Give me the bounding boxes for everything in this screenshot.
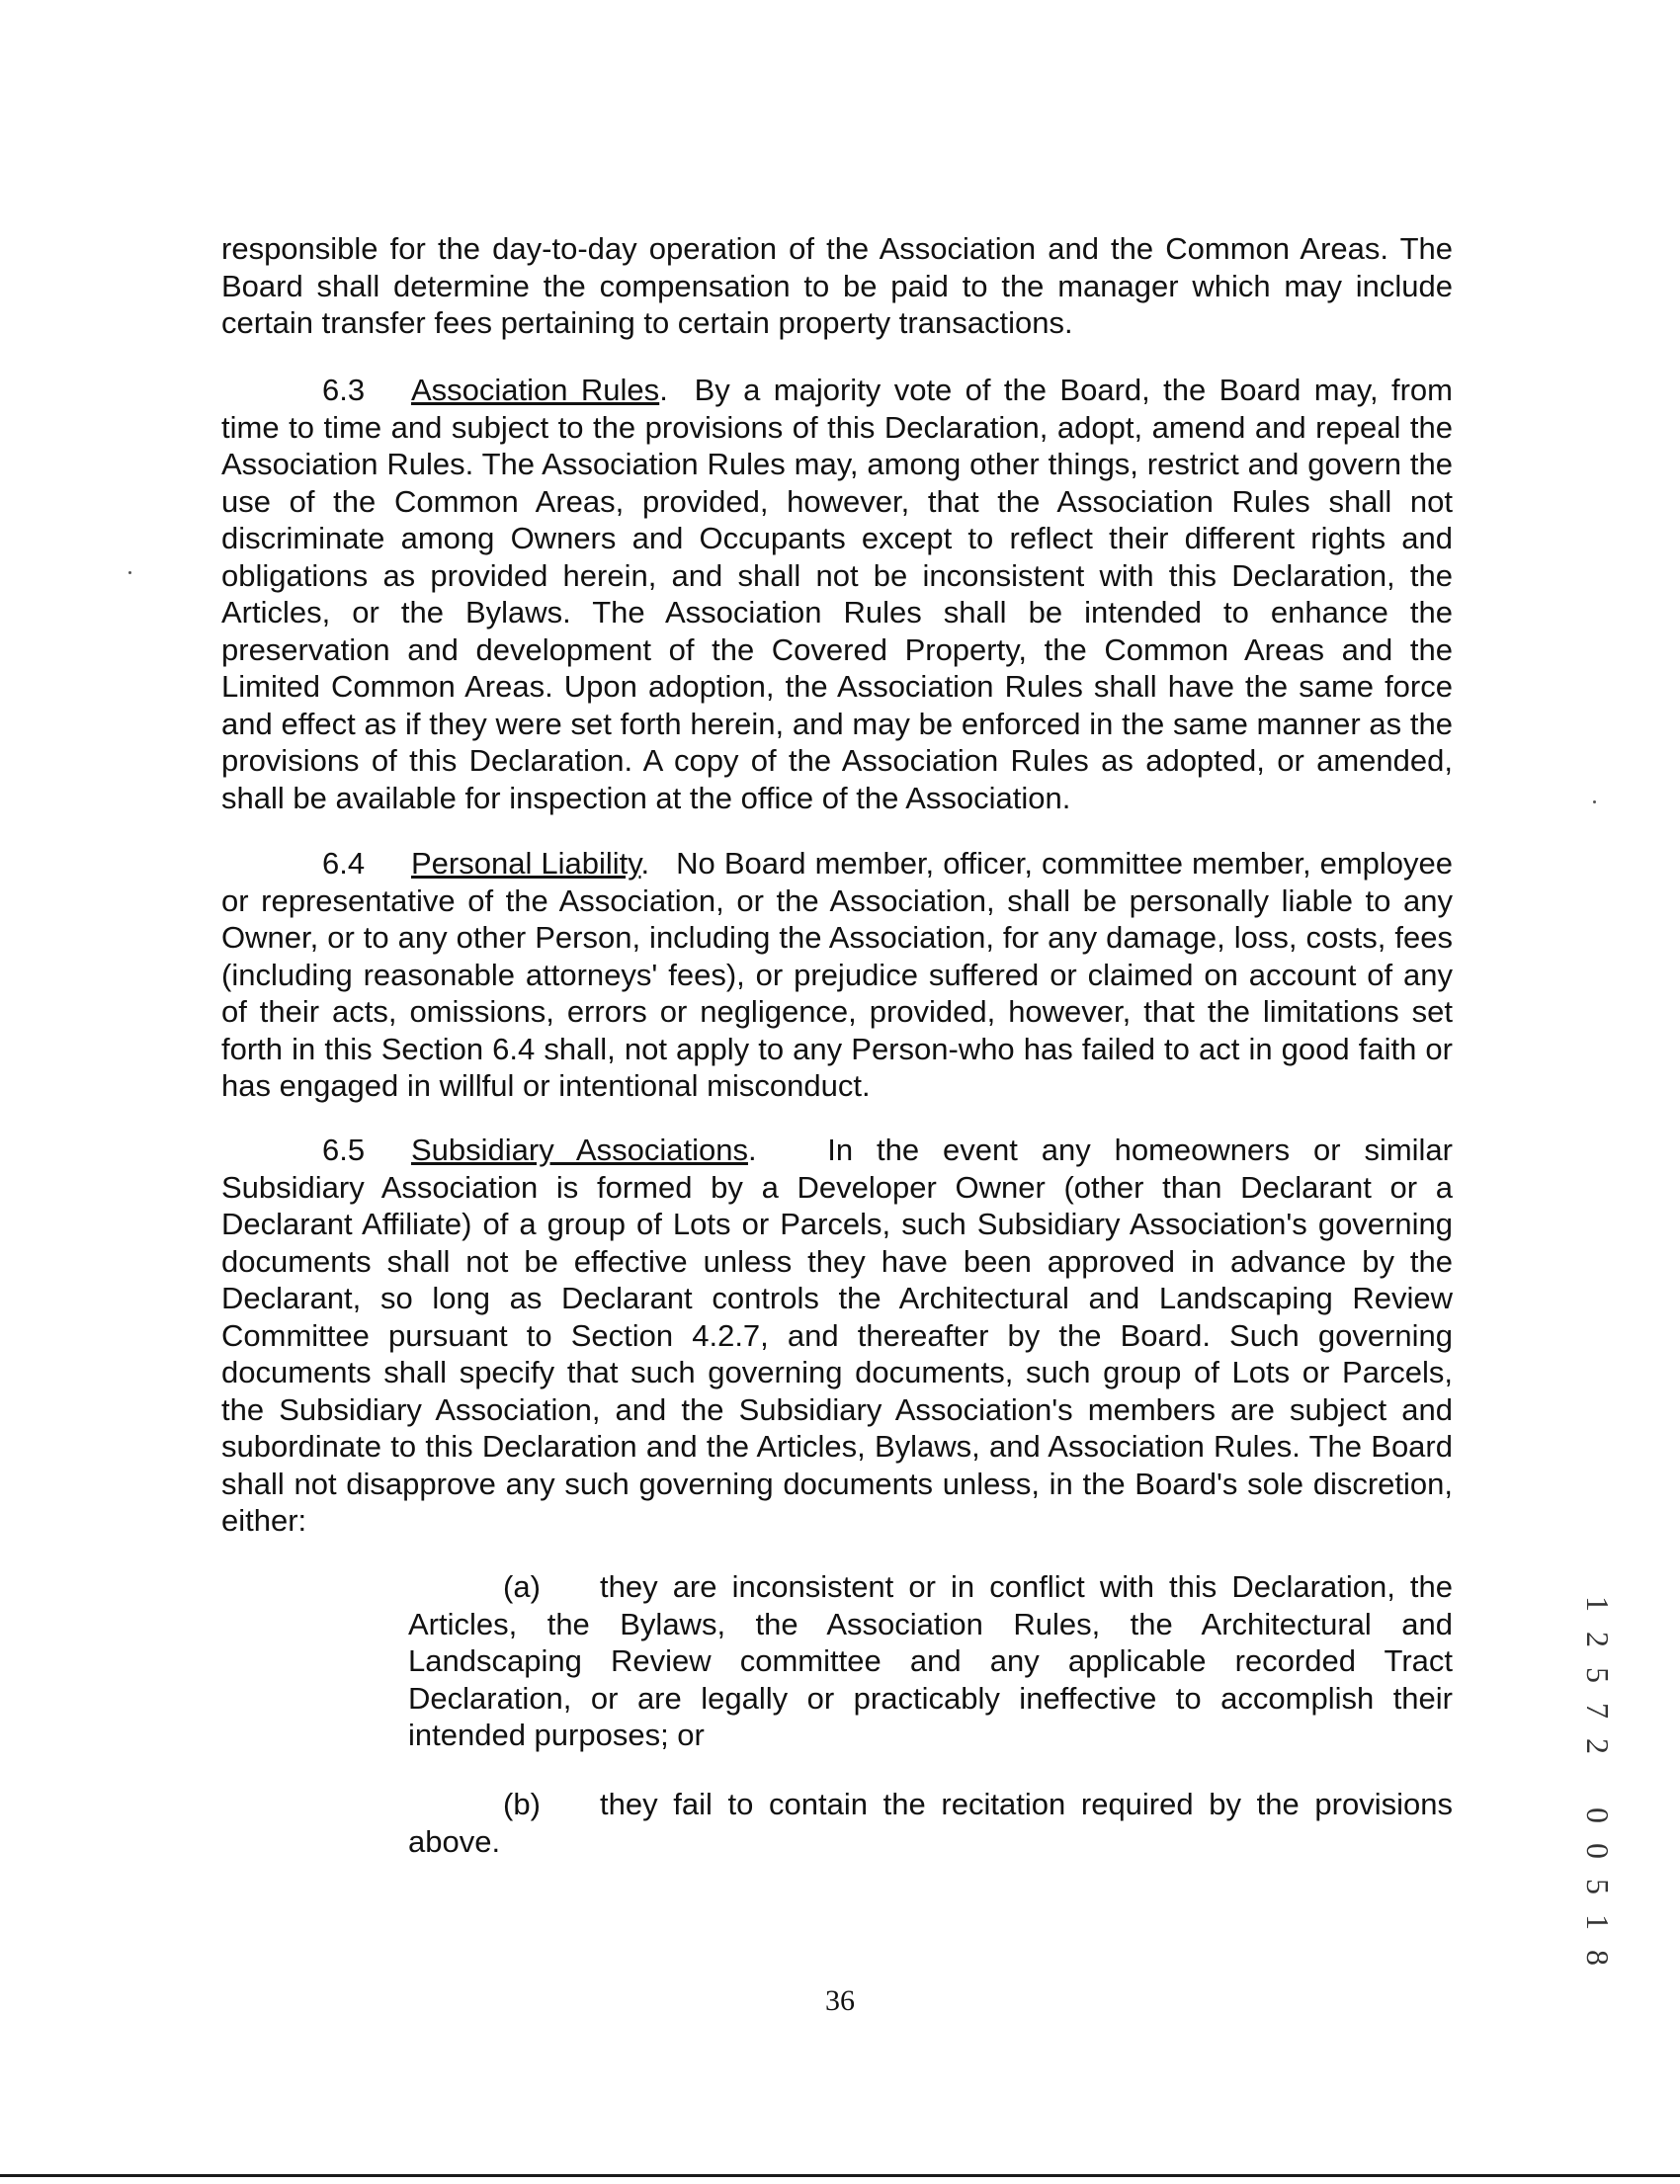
stamp-digit: 8 bbox=[1580, 1950, 1616, 1966]
subitem-text: they are inconsistent or in conflict with this Declaration, the Articles, the Bylaws, the Association Rules, the Architectural and Landscaping Review committee and any applicable recorded Tract Declaration, or are legally or practicably ineffective to accomplish their intended purposes; or bbox=[408, 1569, 1453, 1752]
subitem-label: (a) bbox=[503, 1569, 541, 1604]
stamp-digit: 7 bbox=[1580, 1703, 1616, 1719]
stamp-gap bbox=[1581, 1764, 1615, 1798]
stamp-digit: 1 bbox=[1580, 1596, 1616, 1612]
section-6-5: 6.5 Subsidiary Associations. In the event any homeowners or similar Subsidiary Association is formed by a Developer Owner (other than Declarant or a Declarant Affiliate) of a group of Lots or Parcels, such Subsidiary Association's governing documents shall not be effective unless they have been approved in advance by the Declarant, so long as Declarant controls the Architectural and Landscaping Review Committee pursuant to Section 4.2.7, and thereafter by the Board. Such governing documents shall specify that such governing documents, such group of Lots or Parcels, the Subsidiary Association, and the Subsidiary Association's members are subject and subordinate to this Declaration and the Articles, Bylaws, and Association Rules. The Board shall not disapprove any such governing documents unless, in the Board's sole discretion, either: bbox=[221, 1133, 1453, 1538]
section-body: By a majority vote of the Board, the Board may, from time to time and subject to the provisions of this Declaration, adopt, amend and repeal the Association Rules. The Association Rules may, among other things, restrict and govern the use of the Common Areas, provided, however, that the Association Rules shall not discriminate among Owners and Occupants except to reflect their different rights and obligations as provided herein, and shall not be inconsistent with this Declaration, the Articles, or the Bylaws. The Association Rules shall be intended to enhance the preservation and development of the Covered Property, the Common Areas and the Limited Common Areas. Upon adoption, the Association Rules shall have the same force and effect as if they were set forth herein, and may be enforced in the same manner as the provisions of this Declaration. A copy of the Association Rules as adopted, or amended, shall be available for inspection at the office of the Association. bbox=[221, 373, 1454, 815]
subitem-text: they fail to contain the recitation required by the provisions above. bbox=[408, 1787, 1453, 1859]
section-number: 6.4 bbox=[322, 846, 366, 881]
subitem-a bbox=[408, 1568, 1453, 1754]
section-6-3: 6.3 Association Rules. By a majority vote of the Board, the Board may, from time to time and subject to the provisions of this Declaration, adopt, amend and repeal the Association Rules. The Association Rules may, among other things, restrict and govern the use of the Common Areas, provided, however, that the Association Rules shall not discriminate among Owners and Occupants except to reflect their different rights and obligations as provided herein, and shall not be inconsistent with this Declaration, the Articles, or the Bylaws. The Association Rules shall be intended to enhance the preservation and development of the Covered Property, the Common Areas and the Limited Common Areas. Upon adoption, the Association Rules shall have the same force and effect as if they were set forth herein, and may be enforced in the same manner as the provisions of this Declaration. A copy of the Association Rules as adopted, or amended, shall be available for inspection at the office of the Association. bbox=[221, 373, 1454, 815]
scan-speck bbox=[128, 571, 131, 574]
intro-paragraph bbox=[221, 230, 1453, 342]
stamp-digit: 1 bbox=[1580, 1914, 1616, 1930]
stamp-digit: 5 bbox=[1580, 1667, 1616, 1683]
section-heading: Personal Liability bbox=[411, 846, 641, 881]
scan-speck bbox=[1593, 800, 1596, 803]
section-number: 6.5 bbox=[322, 1133, 366, 1167]
stamp-digit: 0 bbox=[1580, 1807, 1616, 1823]
page-number: 36 bbox=[825, 1984, 855, 2017]
section-heading: Association Rules bbox=[411, 373, 660, 407]
section-6-4: 6.4 Personal Liability. No Board member, officer, committee member, employee or representative of the Association, or the Association, shall be personally liable to any Owner, or to any other Person, including the Association, for any damage, loss, costs, fees (including reasonable attorneys' fees), or prejudice suffered or claimed on account of any of their acts, omissions, errors or negligence, provided, however, that the limitations set forth in this Section 6.4 shall, not apply to any Person-who has failed to act in good faith or has engaged in willful or intentional misconduct. bbox=[221, 846, 1454, 1103]
section-body: No Board member, officer, committee member, employee or representative of the Association, or the Association, shall be personally liable to any Owner, or to any other Person, including the Association, for any damage, loss, costs, fees (including reasonable attorneys' fees), or prejudice suffered or claimed on account of any of their acts, omissions, errors or negligence, provided, however, that the limitations set forth in this Section 6.4 shall, not apply to any Person-who has failed to act in good faith or has engaged in willful or intentional misconduct. bbox=[221, 846, 1454, 1103]
bottom-edge-rule bbox=[0, 2174, 1680, 2177]
stamp-digit: 0 bbox=[1580, 1843, 1616, 1859]
stamp-digit: 5 bbox=[1580, 1879, 1616, 1894]
section-body: In the event any homeowners or similar Subsidiary Association is formed by a Developer Owner (other than Declarant or a Declarant Affiliate) of a group of Lots or Parcels, such Subsidiary Association's governing documents shall not be effective unless they have been approved in advance by the Declarant, so long as Declarant controls the Architectural and Landscaping Review Committee pursuant to Section 4.2.7, and thereafter by the Board. Such governing documents shall specify that such governing documents, such group of Lots or Parcels, the Subsidiary Association, and the Subsidiary Association's members are subject and subordinate to this Declaration and the Articles, Bylaws, and Association Rules. The Board shall not disapprove any such governing documents unless, in the Board's sole discretion, either: bbox=[221, 1133, 1453, 1538]
stamp-digit: 2 bbox=[1580, 1632, 1616, 1647]
recording-stamp bbox=[1581, 1586, 1615, 1975]
section-number: 6.3 bbox=[322, 373, 366, 407]
intro-text: responsible for the day-to-day operation of the Association and the Common Areas. The Board shall determine the compensation to be paid to the manager which may include certain transfer fees pertaining to certain property transactions. bbox=[221, 231, 1453, 340]
subitem-label: (b) bbox=[503, 1787, 541, 1821]
stamp-digit: 2 bbox=[1580, 1738, 1616, 1754]
subitem-b bbox=[408, 1786, 1453, 1860]
section-heading: Subsidiary Associations bbox=[411, 1133, 748, 1167]
